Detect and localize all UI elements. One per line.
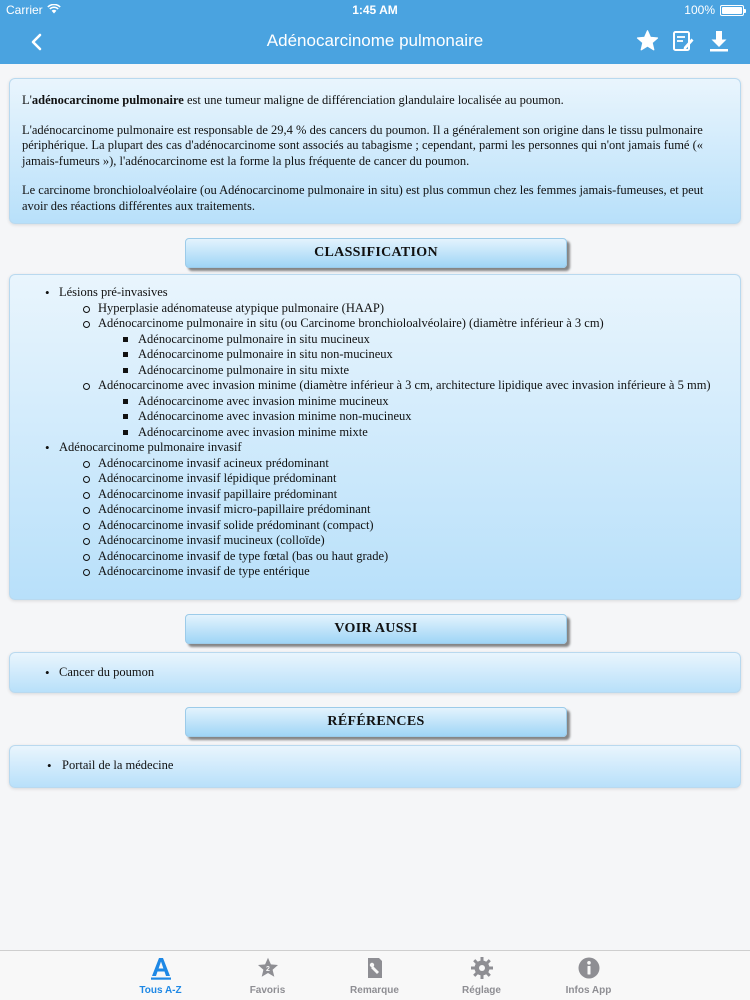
edit-note-icon: [672, 30, 694, 52]
tab-label: Réglage: [462, 985, 501, 996]
page-title: Adénocarcinome pulmonaire: [266, 31, 484, 50]
list-item-text: Adénocarcinome avec invasion minime (diamètre inférieur à 3 cm, architecture lipidique avec invasion inférieure à 5 mm): [98, 378, 711, 392]
list-item: [10, 285, 740, 440]
tab-label: Favoris: [249, 985, 286, 996]
list-item: Adénocarcinome invasif papillaire prédominant: [59, 487, 740, 503]
list-item: Adénocarcinome avec invasion minime mucineux: [98, 394, 740, 410]
list-item: Adénocarcinome invasif mucineux (colloïde): [59, 533, 740, 549]
tab-label: Tous A-Z: [139, 985, 182, 996]
related-link-cancer-du-poumon[interactable]: • Cancer du poumon: [10, 665, 740, 681]
tab-tous-a-z[interactable]: [107, 951, 214, 1000]
status-bar: [0, 0, 750, 20]
list-item: Adénocarcinome invasif solide prédominant (compact): [59, 518, 740, 534]
intro-paragraph-3: Le carcinome bronchioloalvéolaire (ou Adénocarcinome pulmonaire in situ) est plus commun chez les femmes jamais-fumeuses, et peut avoir des réactions différentes aux traitements.: [22, 183, 704, 213]
intro-card: [9, 78, 741, 224]
intro-term: adénocarcinome pulmonaire: [31, 93, 184, 107]
intro-definition: est une tumeur maligne de différenciation glandulaire localisée au poumon.: [183, 93, 564, 107]
list-item: Adénocarcinome invasif lépidique prédominant: [59, 471, 740, 487]
list-item: Adénocarcinome invasif de type entérique: [59, 564, 740, 580]
edit-note-button[interactable]: [670, 28, 696, 54]
list-item: [59, 378, 740, 440]
tab-label: Remarque: [350, 985, 399, 996]
clock: 1:45 AM: [352, 3, 398, 17]
references-card: [9, 745, 741, 788]
navigation-bar: [0, 20, 750, 64]
star-icon: [635, 29, 660, 53]
classification-header[interactable]: CLASSIFICATION: [185, 238, 567, 268]
intro-paragraph-2: L'adénocarcinome pulmonaire est responsable de 29,4 % des cancers du poumon. Il a généralement son origine dans le tissu pulmonaire périphérique. La plupart des cas d'adénocarcinome sont associés au tabagisme ; cependant, parmi les personnes qui n'ont jamais fumé (« jamais-fumeurs »), l'adénocarcinome est la forme la plus fréquente de cancer du poumon.: [22, 122, 704, 168]
list-item-text: Hyperplasie adénomateuse atypique pulmonaire (HAAP): [98, 300, 385, 315]
tab-reglage[interactable]: [428, 951, 535, 1000]
group-label: Adénocarcinome pulmonaire invasif: [59, 440, 242, 454]
star-icon: [256, 956, 280, 980]
classification-card: [9, 274, 741, 600]
list-item: Adénocarcinome pulmonaire in situ mixte: [98, 363, 740, 379]
carrier-label: Carrier: [6, 3, 43, 17]
group-label: Lésions pré-invasives: [59, 285, 168, 299]
list-item: Adénocarcinome invasif acineux prédominant: [59, 456, 740, 472]
list-item: Adénocarcinome invasif de type fœtal (bas ou haut grade): [59, 549, 740, 565]
favorites-badge: 2: [265, 966, 270, 973]
reference-link-portail-medecine[interactable]: • Portail de la médecine: [10, 758, 740, 774]
download-icon: [708, 30, 730, 52]
list-item: Adénocarcinome avec invasion minime mixte: [98, 425, 740, 441]
list-item: Adénocarcinome avec invasion minime non-mucineux: [98, 409, 740, 425]
intro-paragraph-1: [22, 93, 728, 109]
list-item: Adénocarcinome invasif micro-papillaire prédominant: [59, 502, 740, 518]
battery-indicator: [684, 3, 744, 17]
voir-aussi-card: [9, 652, 741, 693]
list-item: Adénocarcinome pulmonaire in situ mucineux: [98, 332, 740, 348]
list-item-text: Adénocarcinome pulmonaire in situ (ou Carcinome bronchioloalvéolaire) (diamètre inférieur à 3 cm): [98, 316, 604, 330]
article-content[interactable]: [0, 64, 750, 950]
battery-icon: [720, 5, 744, 16]
battery-percent: 100%: [684, 3, 715, 17]
tab-bar: [0, 950, 750, 1000]
note-icon: [364, 956, 386, 980]
tab-label: Infos App: [565, 985, 612, 996]
tab-remarque[interactable]: [321, 951, 428, 1000]
list-item: [59, 316, 740, 378]
favorite-button[interactable]: [634, 28, 660, 54]
references-header[interactable]: RÉFÉRENCES: [185, 707, 567, 737]
list-item: Adénocarcinome pulmonaire in situ non-mucineux: [98, 347, 740, 363]
tab-infos-app[interactable]: [535, 951, 642, 1000]
list-item: [59, 301, 740, 317]
nav-actions: [634, 28, 732, 54]
info-icon: [577, 956, 601, 980]
download-button[interactable]: [706, 28, 732, 54]
voir-aussi-header[interactable]: VOIR AUSSI: [185, 614, 567, 644]
tab-favoris[interactable]: [214, 951, 321, 1000]
letter-a-icon: [150, 956, 172, 980]
classification-list: [10, 285, 740, 580]
intro-prefix: L': [22, 93, 32, 107]
gear-icon: [470, 956, 494, 980]
list-item: [10, 440, 740, 580]
